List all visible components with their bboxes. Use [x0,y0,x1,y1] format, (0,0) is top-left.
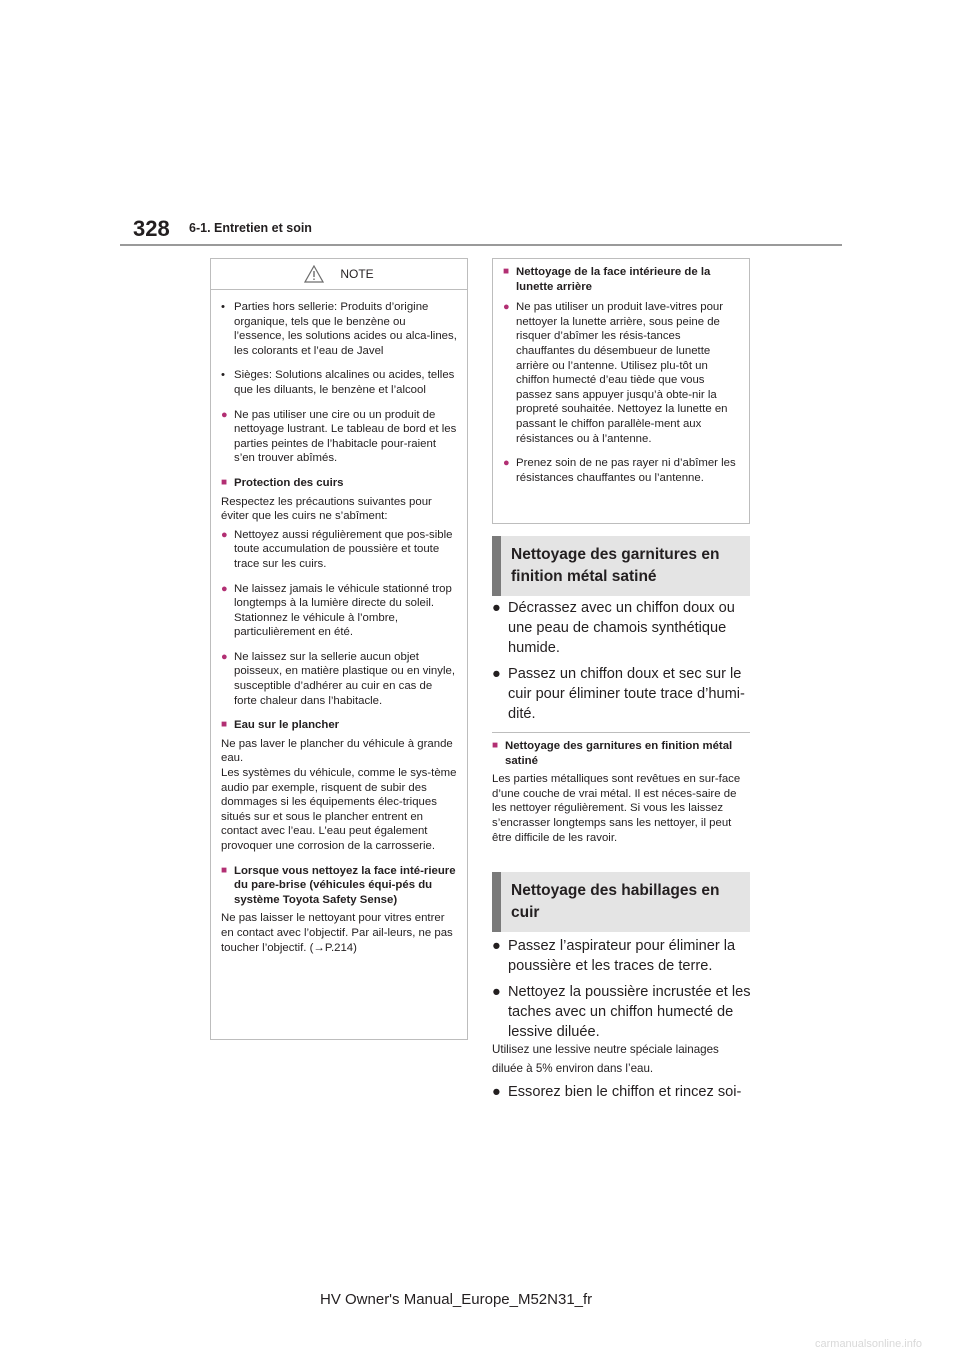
rear-subhead-text: Nettoyage de la face intérieure de la lunette arrière [516,266,711,293]
bullet-dot-icon: ● [221,650,228,663]
square-bullet-icon: ■ [492,740,499,751]
bullet-dot-icon: ● [492,938,501,954]
leather-bullet [221,528,457,572]
satin-item [492,664,754,724]
rear-subhead [503,265,739,294]
satin-info-subhead [492,739,750,768]
note-box [210,258,468,1040]
leather-subhead-text: Protection des cuirs [234,476,344,489]
windshield-text: Ne pas laisser le nettoyant pour vitres entrer en contact avec l’objectif. Par ail-leurs, ne pas toucher l’objectif. (→P.214) [221,912,453,954]
leather-list-last [492,1082,754,1108]
windshield-subhead [221,864,457,908]
leather-bullet-text: Ne laissez sur la sellerie aucun objet poisseux, en matière plastique ou en vinyle, susceptible d’adhérer au cuir en cas de forte chaleur dans l’habitacle. [234,650,455,707]
leather-note: Utilisez une lessive neutre spéciale lainages diluée à 5% environ dans l’eau. [492,1043,719,1075]
satin-item-text: Décrassez avec un chiffon doux ou une peau de chamois synthétique humide. [508,600,735,656]
leather-item-text: Nettoyez la poussière incrustée et les taches avec un chiffon humecté de lessive diluée. [508,984,751,1040]
rear-bullet [503,456,739,485]
satin-list [492,598,754,730]
note-bullet-text: Ne pas utiliser une cire ou un produit de nettoyage lustrant. Le tableau de bord et les parties peintes de l’habitacle pour-raient s’en trouver abîmés. [234,408,457,465]
floor-subhead-text: Eau sur le plancher [234,719,340,732]
leather-bullet [221,582,457,640]
rear-bullet-text: Ne pas utiliser un produit lave-vitres pour nettoyer la lunette arrière, sous peine de risquer d’abîmer les résis-tances chauffantes du désembueur de lunette arrière ou l’antenne. Utilisez plu-tôt un chiffon humecté d’eau tiède que vous passez sans appuyer jusqu’à obte-nir la propreté souhaitée. Nettoyez la lunette en passant le chiffon parallèle-ment aux résistances ou à l’antenne. [516,301,728,445]
floor-text-1: Ne pas laver le plancher du véhicule à grande eau. [221,737,453,765]
satin-info-text: Les parties métalliques sont revêtues en sur-face d’une couche de vrai métal. Il est néces-saire de les nettoyer régulièrement. Si vous les laissez s’encrasser longtemps sans les nettoyer, il peut être difficile de les ravoir. [492,773,741,844]
square-bullet-icon: ■ [221,476,228,488]
floor-text-2: Les systèmes du véhicule, comme le sys-tème audio par exemple, risquent de subir des dommages si les équipements élec-triques situés sur et sous le plancher entrent en contact avec l’eau. L’eau peut également provoquer une corrosion de la carrosserie. [221,767,457,852]
rear-bullet-text: Prenez soin de ne pas rayer ni d’abîmer les résistances chauffantes ou l’antenne. [516,457,736,484]
footer-text: HV Owner's Manual_Europe_M52N31_fr [320,1291,593,1308]
note-dash-text: Sièges: Solutions alcalines ou acides, telles que les diluants, le benzène et l’alcool [234,369,455,396]
warning-triangle-icon [304,265,324,283]
leather-item-text: Essorez bien le chiffon et rincez soi- [508,1084,742,1100]
square-bullet-icon: ■ [221,719,228,731]
divider [492,732,750,733]
square-bullet-icon: ■ [221,864,228,876]
leather-bullet-text: Nettoyez aussi régulièrement que pos-sible toute accumulation de poussière et toute trace sur les cuirs. [234,528,453,570]
leather-bullet [221,650,457,708]
bullet-dot-icon: ● [492,1084,501,1100]
bullet-dot-icon: ● [503,457,510,470]
leather-item [492,936,754,976]
note-dash-item: • Parties hors sellerie: Produits d’origine organique, tels que le benzène ou l’essence, les solutions acides ou alca-lines, les colorants et l’eau de Javel [221,301,457,357]
watermark: carmanualsonline.info [815,1338,923,1350]
satin-info-title: Nettoyage des garnitures en finition métal satiné [505,740,733,767]
leather-intro: Respectez les précautions suivantes pour éviter que les cuirs ne s’abîment: [221,495,432,523]
windshield-subhead-text: Lorsque vous nettoyez la face inté-rieure du pare-brise (véhicules équi-pés du système Toyota Safety Sense) [234,864,456,906]
bullet-dot-icon: ● [492,600,501,616]
section-title: 6-1. Entretien et soin [189,221,312,235]
note-header [211,259,467,290]
bullet-dot-icon: ● [503,301,510,314]
leather-heading: Nettoyage des habillages en cuir [492,872,750,932]
satin-heading: Nettoyage des garnitures en finition métal satiné [492,536,750,596]
leather-item [492,1082,754,1102]
rear-bullet [503,300,739,446]
floor-text [221,737,457,854]
leather-bullet-text: Ne laissez jamais le véhicule stationné trop longtemps à la lumière directe du soleil. Stationnez le véhicule à l’ombre, particulièrement en été. [234,582,452,639]
bullet-dot-icon: ● [492,666,501,682]
bullet-dot-icon: ● [492,984,501,1000]
bullet-dot-icon: ● [221,582,228,595]
leather-item [492,982,754,1042]
note-dash-text: Parties hors sellerie: Produits d’origine organique, tels que le benzène ou l’essence, les solutions acides ou alca-lines, les colorants et l’eau de Javel [234,301,457,357]
note-label: NOTE [340,266,374,281]
bullet-dot-icon: ● [221,528,228,541]
floor-subhead [221,718,457,733]
note-bullet-item [221,408,457,466]
leather-list [492,936,754,1048]
leather-item-text: Passez l’aspirateur pour éliminer la poussière et les traces de terre. [508,938,736,974]
satin-item [492,598,754,658]
leather-subhead [221,476,457,491]
satin-info [492,732,750,855]
square-bullet-icon: ■ [503,266,510,277]
bullet-dot-icon: ● [221,408,228,421]
header-rule [120,244,842,246]
rear-window-box [492,258,750,524]
page-number: 328 [133,216,170,241]
satin-item-text: Passez un chiffon doux et sec sur le cuir pour éliminer toute trace d’humi-dité. [508,666,745,722]
note-dash-item: • Sièges: Solutions alcalines ou acides, telles que les diluants, le benzène et l’alcool [221,369,455,396]
